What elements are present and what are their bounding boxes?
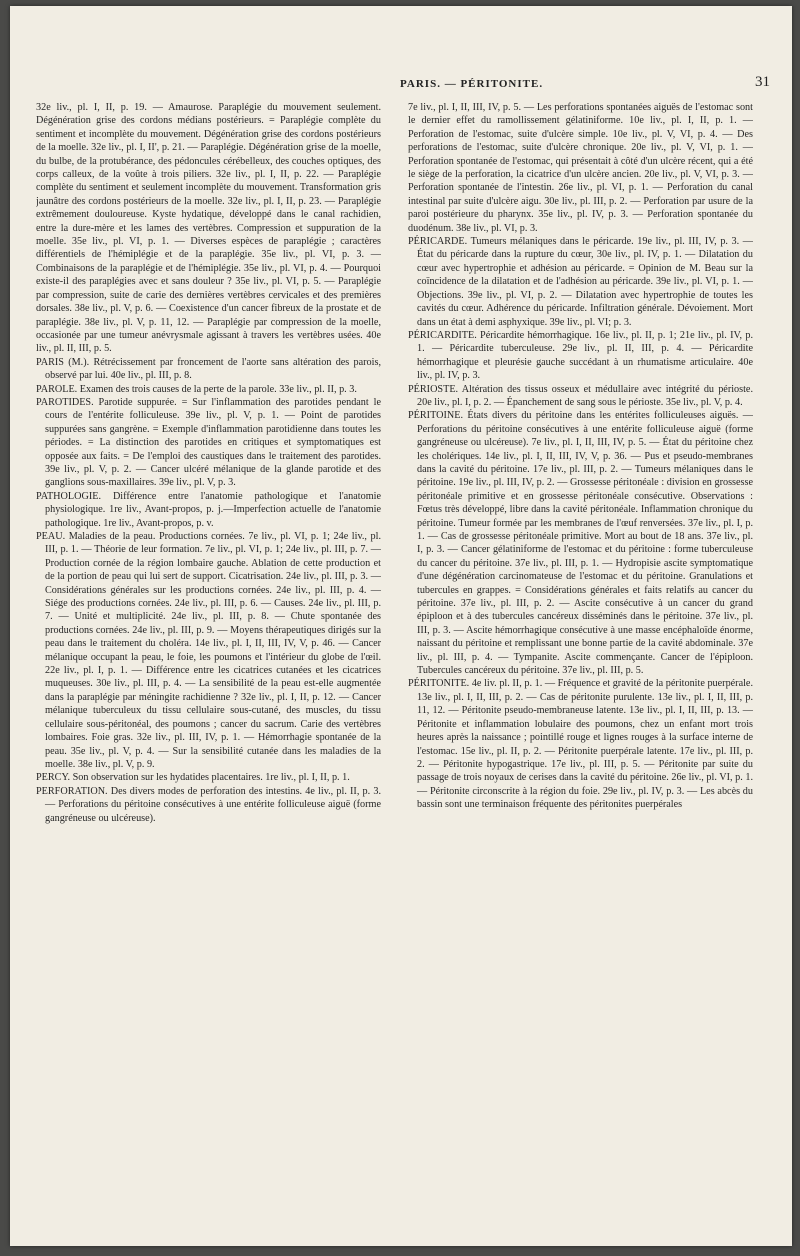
index-entry: PARIS (M.). Rétrécissement par froncement de l'aorte sans altération des parois, observé par lui. 40e liv., pl. III, p. 8. bbox=[36, 356, 381, 382]
page-header bbox=[10, 74, 792, 98]
index-entry: PERCY. Son observation sur les hydatides placentaires. 1re liv., pl. I, II, p. 1. bbox=[36, 772, 350, 784]
index-entry: PÉRITONITE. 4e liv. pl. II, p. 1. — Fréquence et gravité de la péritonite puerpérale. 13e liv., pl. I, II, III, p. 2. — Cas de péritonite purulente. 13e liv., pl. I, II, III, p. 11, 12. — Péritonite pseudo-membraneuse latente. 13e liv., pl. I, II, III, p. 13. — Péritonite et inflammation lobulaire des poumons, chez un enfant mort trois heures après la naissance ; pointillé rouge et lignes rouges à la surface interne de l'estomac. 15e liv., pl. II, p. 2. — Péritonite puerpérale latente. 17e liv., pl. III, p. 2. — Péritonite hypogastrique. 17e liv., pl. III, p. 5. — Péritonite par suite du passage de trois noyaux de cerises dans la cavité du péritoine. 26e liv., pl. VI, p. 1. — Péritonite circonscrite à la région du foie. 29e liv., pl. IV, p. 3. — Les abcès du bassin sont une terminaison fréquente des péritonites puerpérales bbox=[408, 678, 753, 811]
index-entry: PÉRICARDITE. Péricardite hémorrhagique. 16e liv., pl. II, p. 1; 21e liv., pl. IV, p. 1. — Péricardite tuberculeuse. 29e liv., pl. II, III, p. 4. — Péricardite hémorrhagique et pleurésie gauche succédant à un rhumatisme articulaire. 40e liv., pl. IV, p. 3. bbox=[408, 329, 753, 382]
right-column bbox=[408, 101, 753, 1211]
index-entry: 7e liv., pl. I, II, III, IV, p. 5. — Les perforations spontanées aiguës de l'estomac sont le dernier effet du ramollissement gélatiniforme. 10e liv., pl. I, II, p. 1. — Perforation de l'estomac, suite d'ulcère simple. 10e liv., pl. V, VI, p. 4. — Des perforations de l'estomac, suite d'ulcère chronique. 20e liv., pl. V, VI, p. 1. — Perforation spontanée de l'estomac, qui présentait à côté d'un ulcère récent, qui a été le siège de la perforation, la cicatrice d'un ulcère ancien. 20e liv., pl. V, VI, p. 3. — Perforation spontanée de l'intestin. 26e liv., pl. VI, p. 1. — Perforation du canal intestinal par suite d'ulcère aigu. 30e liv., pl. III, p. 2. — Perforation par usure de la paroi postérieure du pharynx. 35e liv., pl. IV, p. 3. — Perforation spontanée du duodénum. 38e liv., pl. VI, p. 3. bbox=[408, 102, 753, 234]
index-entry: 32e liv., pl. I, II, p. 19. — Amaurose. Paraplégie du mouvement seulement. Dégénération grise des cordons médians postérieurs. = Paraplégie complète du sentiment et incomplète du mouvement. Dégénération grise des cordons postérieurs de la moelle. 32e liv., pl. I, II', p. 21. — Paraplégie. Dégénération grise de la moelle, du bulbe, de la protubérance, des pédoncules cérébelleux, des couches optiques, des corps calleux, de la voûte à trois piliers. 32e liv., pl. I, II, p. 22. — Paraplégie complète du sentiment et seulement incomplète du mouvement. Transformation gris jaunâtre des cordons postérieurs de la moelle. 32e liv., pl. I, II, p. 23. — Paraplégie extrêmement douloureuse. Kyste hydatique, développé dans le canal rachidien, entre la dure-mère et les lames des vertèbres. Compression et suppuration de la moelle. 35e liv., pl. VI, p. 1. — Diverses espèces de paraplégie ; caractères différentiels de l'hémiplégie et de la paraplégie. 35e liv., pl. VI, p. 3. — Combinaisons de la paraplégie et de l'hémiplégie. 35e liv., pl. VI, p. 4. — Pourquoi existe-il des paraplégies avec et sans douleur ? 35e liv., pl. VI, p. 5. — Paraplégie par compression, suite de carie des dernières vertèbres cervicales et des premières dorsales. 38e liv., pl. V, p. 6. — Coexistence d'un cancer fibreux de la prostate et de paraplégie. 38e liv., pl. V, p. 11, 12. — Paraplégie par compression de la moelle, occasionée par une tumeur anévrysmale agissant à travers les vertèbres usées. 40e liv., pl. II, III, p. 5. bbox=[36, 102, 381, 355]
index-entry: PAROLE. Examen des trois causes de la perte de la parole. 33e liv., pl. II, p. 3. bbox=[36, 383, 357, 395]
index-entry: PÉRITOINE. États divers du péritoine dans les entérites folliculeuses aiguës. — Perforations du péritoine consécutives à une entérite folliculeuse aiguë (forme gangréneuse ou ulcéreuse). 7e liv., pl. I, II, III, IV, p. 5. — État du péritoine chez les cholériques. 14e liv., pl. I, II, III, IV, V, p. 36. — Pus et pseudo-membranes dans la cavité du péritoine. 17e liv., pl. III, p. 2. — Tumeurs mélaniques dans le péritoine. 19e liv., pl. III, IV, p. 2. — Grossesse péritonéale : division en grossesse péritonéale primitive et en grossesse péritonéale consécutive. Observations : Fœtus très développé, libre dans la cavité péritonéale. Inflammation chronique du péritoine. Tumeur formée par les membranes de l'œuf renversées. 37e liv., pl. I, p. 1. — Cas de grossesse péritonéale primitive. Mort au bout de 18 ans. 37e liv., pl. I, p. 3. — Cancer gélatiniforme de l'estomac et du péritoine : forme tuberculeuse du cancer du péritoine. 37e liv., pl. III, p. 1. — Hydropisie ascite symptomatique d'une dégénération carcinomateuse de l'estomac et du péritoine. Granulations et tubercules en grappes. = Considérations générales et faits relatifs au cancer du péritoine. 37e liv., pl. III, p. 2. — Ascite consécutive à un cancer du grand épiploon et à des tubercules cancéreux disséminés dans le péritoine. 37e liv., pl. III, p. 3. — Ascite hémorrhagique consécutive à une masse encéphaloïde énorme, naissant du péritoine et remplissant une bonne partie de la cavité abdominale. 37e liv., pl. III, p. 4. — Tympanite. Ascite commençante. Cancer de l'épiploon. Tubercules cancéreux du péritoine. 37e liv., pl. III, p. 5. bbox=[408, 410, 753, 677]
left-column bbox=[36, 101, 381, 1211]
index-entry: PÉRIOSTE. Altération des tissus osseux et médullaire avec intégrité du périoste. 20e liv., pl. I, p. 2. — Épanchement de sang sous le périoste. 35e liv., pl. V, p. 4. bbox=[408, 383, 753, 408]
index-entry: PÉRICARDE. Tumeurs mélaniques dans le péricarde. 19e liv., pl. III, IV, p. 3. — État du péricarde dans la rupture du cœur, 30e liv., pl. IV, p. 1. — Dilatation du cœur avec hypertrophie et adhésion au péricarde. = Opinion de M. Beau sur la coïncidence de la dilatation et de l'adhésion au péricarde. 39e liv., pl. VI, p. 1. — Objections. 39e liv., pl. VI, p. 2. — Dilatation avec hypertrophie de toutes les cavités du cœur. Adhérence du péricarde. Infiltration générale. Dévoiement. Mort dans un état à demi asphyxique. 39e liv., pl. VI; p. 3. bbox=[408, 236, 753, 328]
index-entry: PEAU. Maladies de la peau. Productions cornées. 7e liv., pl. VI, p. 1; 24e liv., pl. III, p. 1. — Théorie de leur formation. 7e liv., pl. VI, p. 1; 24e liv., pl. III, p. 7. — Production cornée de la région lombaire gauche. Ablation de cette production et de la portion de peau qui lui sert de support. Cicatrisation. 24e liv., pl. III, p. 3. — Considérations générales sur les productions cornées. 24e liv., pl. III, p. 4. — Siége des productions cornées. 24e liv., pl. III, p. 6. — Causes. 24e liv., pl. III, p. 7. — Unité et multiplicité. 24e liv., pl. III, p. 8. — Chute spontanée des productions cornées. 24e liv., pl. III, p. 9. — Moyens thérapeutiques dirigés sur la peau dans le traitement du choléra. 14e liv., pl. I, II, III, IV, V, p. 46. — Cancer mélanique occupant la peau, le foie, les poumons et l'intérieur du globe de l'œil. 22e liv., pl. I, p. 1. — Différence entre les cicatrices cutanées et les cicatrices muqueuses. 30e liv., pl. III, p. 4. — La sensibilité de la peau est-elle augmentée dans la paraplégie par méningite rachidienne ? 32e liv., pl. I, II, p. 12. — Cancer mélanique tuberculeux du tissu cellulaire sous-cutané, des muscles, du tissu cellulaire sous-péritonéal, des poumons ; cancer du sacrum. Carie des vertèbres lombaires. Foie gras. 32e liv., pl. III, IV, p. 1. — Hémorrhagie spontanée de la peau. 35e liv., pl. V, p. 4. — Sur la sensibilité cutanée dans les maladies de la moelle. 38e liv., pl. V, p. 9. bbox=[36, 531, 381, 770]
index-entry: PERFORATION. Des divers modes de perforation des intestins. 4e liv., pl. II, p. 3. — Perforations du péritoine consécutives à une entérite folliculeuse aiguë (forme gangréneuse ou ulcéreuse). bbox=[36, 785, 381, 824]
book-page bbox=[10, 6, 792, 1246]
page-number: 31 bbox=[755, 74, 770, 90]
index-entry: PAROTIDES. Parotide suppurée. = Sur l'inflammation des parotides pendant le cours de l'entérite folliculeuse. 39e liv., pl. V, p. 1. — Point de parotides suppurées sans gangrène. = Exemple d'inflammation parotidienne dans toutes les périodes. = La distinction des parotides en critiques et symptomatiques est opposée aux faits. = De l'emploi des caustiques dans le traitement des parotides. 39e liv., pl. V, p. 2. — Cancer ulcéré mélanique de la glande parotide et des ganglions sous-maxillaires. 39e liv., pl. V, p. 3. bbox=[36, 396, 381, 489]
running-head: PARIS. — PÉRITONITE. bbox=[400, 78, 544, 90]
index-entry: PATHOLOGIE. Différence entre l'anatomie pathologique et l'anatomie physiologique. 1re liv., Avant-propos, p. j.—Imperfection actuelle de l'anatomie pathologique. 1re liv., Avant-propos, p. v. bbox=[36, 490, 381, 529]
